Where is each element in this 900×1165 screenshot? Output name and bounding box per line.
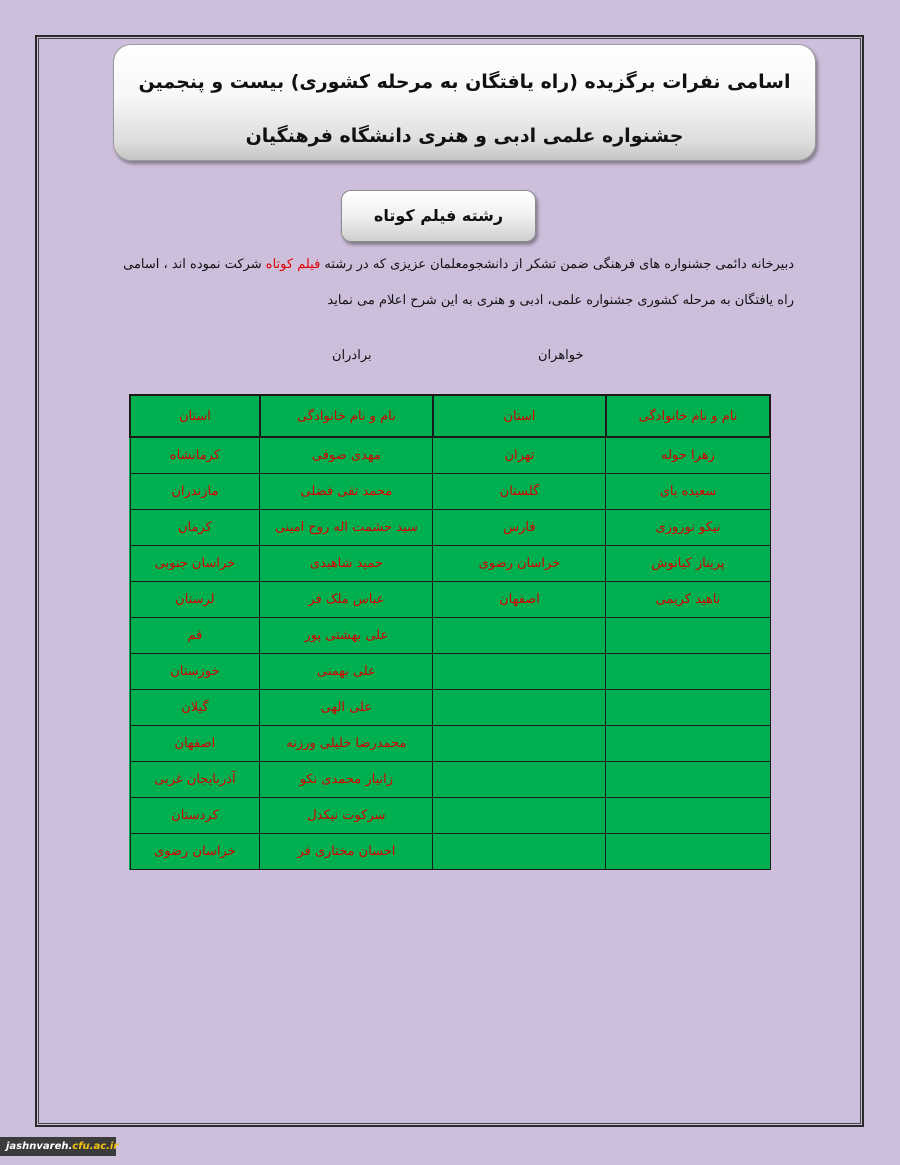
intro-text-part1: دبیرخانه دائمی جشنواره های فرهنگی ضمن تشکر از دانشجومعلمان عزیزی که در رشته	[320, 257, 794, 272]
title-box	[113, 44, 816, 161]
cell-brother-name: احسان مختاری فر	[260, 833, 433, 869]
cell-brother-name: مهدی صوفی	[260, 437, 433, 473]
cell-sister-name	[606, 833, 770, 869]
table-row	[130, 509, 770, 545]
table-row	[130, 833, 770, 869]
cell-sister-province	[433, 797, 606, 833]
table-row	[130, 437, 770, 473]
cell-brother-name: محمدرضا خلیلی ورزنه	[260, 725, 433, 761]
group-label-brothers: برادران	[332, 348, 372, 363]
intro-text-part2: شرکت نموده اند ، اسامی	[123, 257, 266, 272]
cell-brother-province: اصفهان	[130, 725, 260, 761]
cell-sister-name	[606, 761, 770, 797]
cell-brother-province: آذربایجان غربی	[130, 761, 260, 797]
cell-brother-name: عباس ملک فر	[260, 581, 433, 617]
badge-prefix: jashnvareh.	[6, 1141, 73, 1152]
cell-sister-name	[606, 653, 770, 689]
group-label-sisters: خواهران	[538, 348, 584, 363]
cell-sister-province	[433, 617, 606, 653]
table-row	[130, 617, 770, 653]
table-row	[130, 473, 770, 509]
cell-sister-province: تهران	[433, 437, 606, 473]
table-row	[130, 797, 770, 833]
cell-brother-province: قم	[130, 617, 260, 653]
header-brother-name: نام و نام خانوادگی	[260, 395, 433, 437]
page-title-line1: اسامی نفرات برگزیده (راه یافتگان به مرحله کشوری) بیست و پنجمین	[138, 71, 791, 93]
cell-sister-province	[433, 833, 606, 869]
intro-highlight: فیلم کوتاه	[265, 257, 321, 272]
badge-domain: cfu.ac.ir	[72, 1141, 119, 1152]
cell-sister-province	[433, 653, 606, 689]
header-sister-name: نام و نام خانوادگی	[606, 395, 770, 437]
intro-paragraph-line2: راه یافتگان به مرحله کشوری جشنواره علمی، ادبی و هنری به این شرح اعلام می نماید	[327, 293, 794, 308]
page-title-line2: جشنواره علمی ادبی و هنری دانشگاه فرهنگیان	[245, 125, 684, 147]
cell-brother-province: خوزستان	[130, 653, 260, 689]
cell-brother-name: علی بهمنی	[260, 653, 433, 689]
cell-brother-province: کردستان	[130, 797, 260, 833]
cell-brother-province: گیلان	[130, 689, 260, 725]
intro-paragraph-line1	[104, 257, 794, 272]
header-brother-province: استان	[130, 395, 260, 437]
cell-sister-province: اصفهان	[433, 581, 606, 617]
cell-brother-province: خراسان جنوبی	[130, 545, 260, 581]
table-row	[130, 761, 770, 797]
results-table	[129, 394, 771, 870]
cell-sister-province: خراسان رضوی	[433, 545, 606, 581]
cell-sister-province: فارس	[433, 509, 606, 545]
cell-sister-province	[433, 689, 606, 725]
cell-brother-name: علی بهشتی پور	[260, 617, 433, 653]
cell-sister-province	[433, 761, 606, 797]
table-row	[130, 725, 770, 761]
cell-brother-province: لرستان	[130, 581, 260, 617]
cell-brother-name: محمد تقی فضلی	[260, 473, 433, 509]
cell-sister-name: نیکو نوروزی	[606, 509, 770, 545]
cell-brother-name: سید حشمت اله روح امینی	[260, 509, 433, 545]
table-row	[130, 545, 770, 581]
cell-sister-name: ناهید کریمی	[606, 581, 770, 617]
cell-sister-province	[433, 725, 606, 761]
table-header-row	[130, 395, 770, 437]
cell-brother-name: سرکوت نیکدل	[260, 797, 433, 833]
cell-brother-province: کرمان	[130, 509, 260, 545]
cell-brother-name: زانیار محمدی نکو	[260, 761, 433, 797]
cell-brother-name: حمید شاهبدی	[260, 545, 433, 581]
footer-site-badge[interactable]	[0, 1137, 119, 1156]
cell-sister-name	[606, 725, 770, 761]
cell-brother-province: کرمانشاه	[130, 437, 260, 473]
cell-brother-province: مازندران	[130, 473, 260, 509]
cell-sister-name: زهرا حوله	[606, 437, 770, 473]
cell-sister-name: سعیده بای	[606, 473, 770, 509]
cell-brother-province: خراسان رضوی	[130, 833, 260, 869]
cell-sister-province: گلستان	[433, 473, 606, 509]
table-row	[130, 581, 770, 617]
cell-sister-name	[606, 689, 770, 725]
cell-brother-name: علی الهی	[260, 689, 433, 725]
table-row	[130, 689, 770, 725]
cell-sister-name	[606, 797, 770, 833]
cell-sister-name: پریناز کیانوش	[606, 545, 770, 581]
section-title: رشته فیلم کوتاه	[341, 190, 536, 242]
cell-sister-name	[606, 617, 770, 653]
header-sister-province: استان	[433, 395, 606, 437]
table-row	[130, 653, 770, 689]
